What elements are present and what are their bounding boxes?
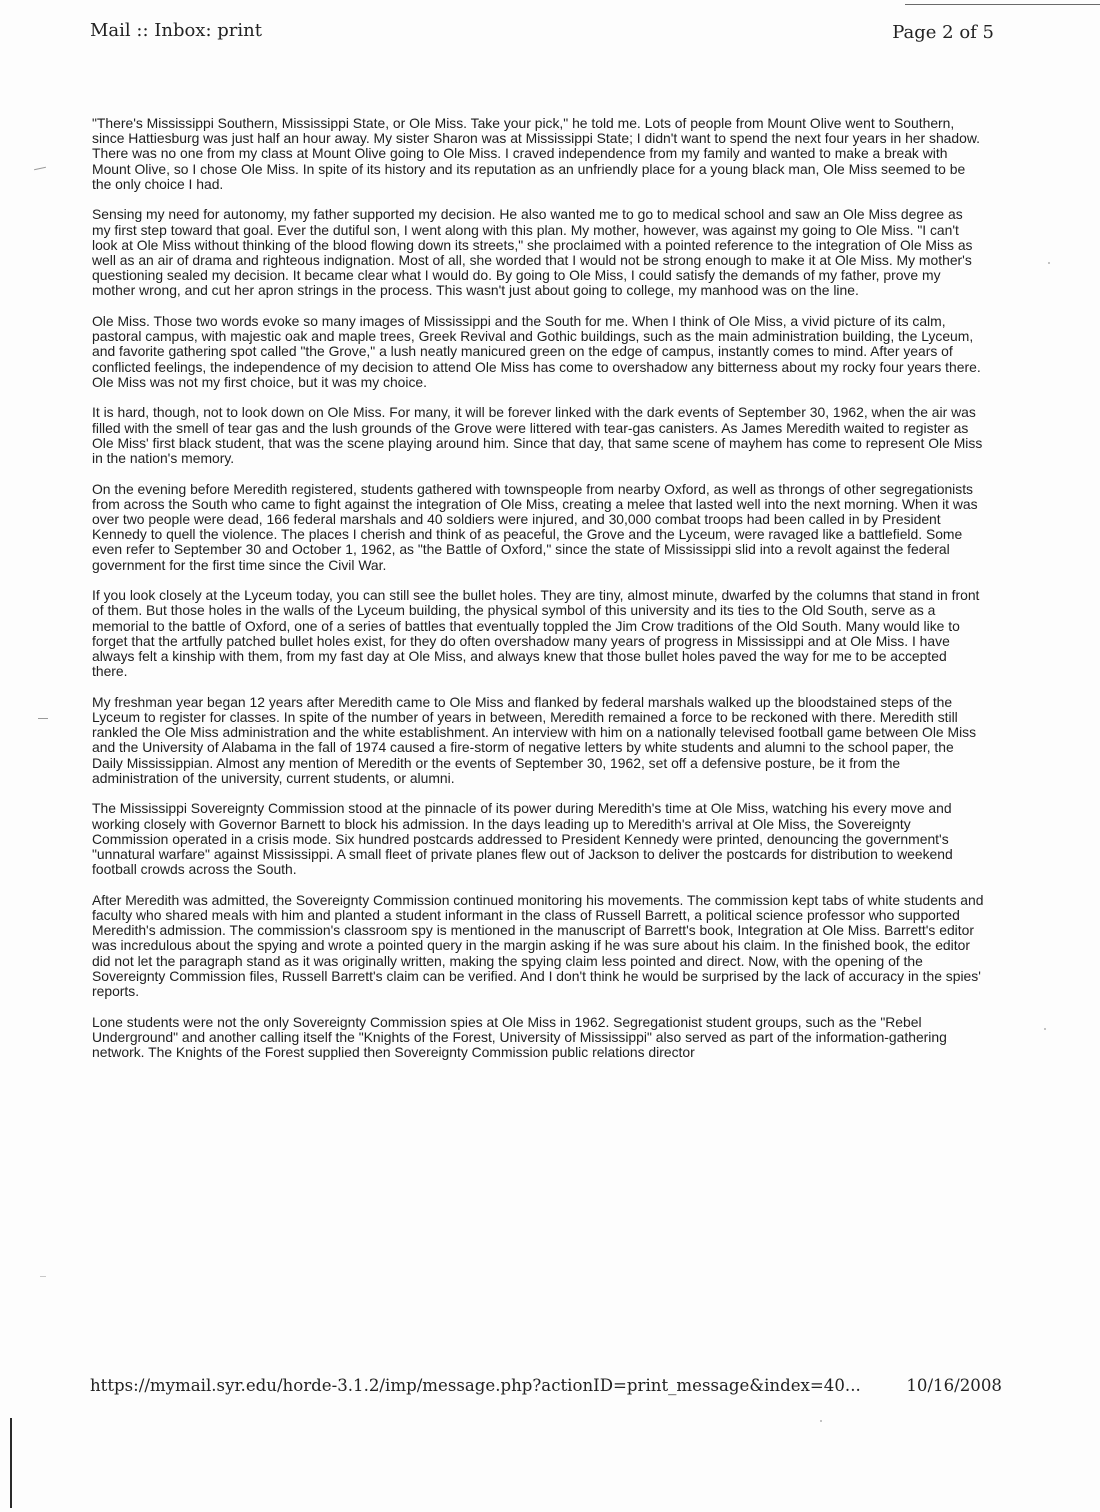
scan-margin-mark: [40, 1276, 46, 1277]
paragraph-6: If you look closely at the Lyceum today, you can still see the bullet holes. They are tiny, almost minute, dwarfed by the columns that stand in front of them. But those holes in the walls of the Lyceum building, the physical symbol of this university and its ties to the Old South, serve as a memorial to the battle of Oxford, one of a series of battles that eventually toppled the Jim Crow traditions of the Old South. Many would like to forget that the artfully patched bullet holes exist, for they do often overshadow many years of progress in Mississippi and at Ole Miss. I have always felt a kinship with them, from my fast day at Ole Miss, and always knew that those bullet holes paved the way for me to be accepted there.: [92, 587, 980, 680]
scan-speck: [820, 1420, 822, 1422]
paragraph-7: My freshman year began 12 years after Meredith came to Ole Miss and flanked by federal marshals walked up the bloodstained steps of the Lyceum to register for classes. In spite of the number of years in between, Meredith remained a force to be reckoned with there. Meredith still rankled the Ole Miss administration and the white establishment. An interview with him on a nationally televised football game between Ole Miss and the University of Alabama in the fall of 1974 caused a fire-storm of negative letters by white students and alumni to the school paper, the Daily Mississippian. Almost any mention of Meredith or the events of September 30, 1962, set off a defensive posture, be it from the administration of the university, current students, or alumni.: [92, 693, 977, 786]
print-header-title: Mail :: Inbox: print: [90, 20, 262, 41]
paragraph-4: It is hard, though, not to look down on Ole Miss. For many, it will be forever linked with the dark events of September 30, 1962, when the air was filled with the smell of tear gas and the lush grounds of the Grove were littered with tear-gas canisters. As James Meredith waited to register as Ole Miss' first black student, that was the scene playing around him. Since that day, that same scene of mayhem has come to represent Ole Miss in the nation's memory.: [92, 404, 983, 467]
paragraph-10: Lone students were not the only Sovereignty Commission spies at Ole Miss in 1962. Segregationist student groups, such as the "Rebel Underground" and another calling itself the "Knights of the Forest, University of Mississippi" also served as part of the information-gathering network. The Knights of the Forest supplied then Sovereignty Commission public relations director: [92, 1013, 947, 1061]
paragraph-2: Sensing my need for autonomy, my father supported my decision. He also wanted me to go to medical school and saw an Ole Miss degree as my first step toward that goal. Ever the dutiful son, I went along with this plan. My mother, however, was against my going to Ole Miss. "I can't look at Ole Miss without thinking of the blood flowing down its streets," she proclaimed with a pointed reference to the integration of Ole Miss as well as an air of drama and righteous indignation. Most of all, she worded that I would not be strong enough to make it at Ole Miss. My mother's questioning sealed my decision. It became clear what I would do. By going to Ole Miss, I could satisfy the demands of my father, prove my mother wrong, and cut her apron strings in the process. This wasn't just about going to college, my manhood was on the line.: [92, 206, 973, 299]
scan-edge-line: [10, 1418, 12, 1508]
paragraph-8: The Mississippi Sovereignty Commission stood at the pinnacle of its power during Meredith's time at Ole Miss, watching his every move and working closely with Governor Barnett to block his admission. In the days leading up to Meredith's arrival at Ole Miss, the Sovereignty Commission operated in a crisis mode. Six hundred postcards addressed to President Kennedy were printed, denouncing the government's "unnatural warfare" against Mississippi. A small fleet of private planes flew out of Jackson to deliver the postcards for distribution to weekend football crowds across the South.: [92, 800, 953, 878]
paragraph-1: "There's Mississippi Southern, Mississippi State, or Ole Miss. Take your pick," he told me. Lots of people from Mount Olive went to Southern, since Hattiesburg was just half an hour away. My sister Sharon was at Mississippi State; I didn't want to spend the next four years in her shadow. There was no one from my class at Mount Olive going to Ole Miss. I craved independence from my family and wanted to make a break with Mount Olive, so I chose Ole Miss. In spite of its history and its reputation as an unfriendly place for a young black man, Ole Miss seemed to be the only choice I had.: [92, 115, 980, 192]
scan-speck: [1048, 262, 1050, 264]
scan-margin-mark: [38, 718, 48, 719]
paragraph-9: After Meredith was admitted, the Sovereignty Commission continued monitoring his movements. The commission kept tabs of white students and faculty who shared meals with him and planted a student informant in the class of Russell Barrett, a political science professor who supported Meredith's admission. The commission's classroom spy is mentioned in the manuscript of Barrett's book, Integration at Ole Miss. Barrett's editor was incredulous about the spying and wrote a pointed query in the margin asking if he was sure about his claim. In the finished book, the editor did not let the paragraph stand as it was originally written, making the spying claim less pointed and direct. Now, with the opening of the Sovereignty Commission files, Russell Barrett's claim can be verified. And I don't think he would be surprised by the lack of accuracy in the spies' reports.: [92, 891, 984, 1000]
article-body: [92, 116, 985, 1076]
print-footer: [90, 1376, 1002, 1395]
footer-date: 10/16/2008: [906, 1376, 1002, 1395]
paragraph-3: Ole Miss. Those two words evoke so many images of Mississippi and the South for me. When I think of Ole Miss, a vivid picture of its calm, pastoral campus, with majestic oak and maple trees, Greek Revival and Gothic buildings, such as the main administration building, the Lyceum, and favorite gathering spot called "the Grove," a lush neatly manicured green on the edge of campus, instantly comes to mind. After years of conflicted feelings, the independence of my decision to attend Ole Miss has come to overshadow any bitterness about my rocky four years there. Ole Miss was not my first choice, but it was my choice.: [92, 313, 981, 390]
scan-speck: [1044, 1028, 1046, 1030]
top-edge-rule: [905, 4, 1100, 5]
paragraph-5: On the evening before Meredith registered, students gathered with townspeople from nearby Oxford, as well as throngs of other segregationists from across the South who came to fight against the integration of Ole Miss, creating a melee that lasted well into the next morning. When it was over two people were dead, 166 federal marshals and 40 soldiers were injured, and 30,000 combat troops had been called in by President Kennedy to quell the violence. The places I cherish and think of as peaceful, the Grove and the Lyceum, were ravaged like a battlefield. Some even refer to September 30 and October 1, 1962, as "the Battle of Oxford," since the state of Mississippi slid into a revolt against the federal government for the first time since the Civil War.: [92, 480, 978, 573]
scan-margin-mark: [34, 167, 46, 170]
page-indicator: Page 2 of 5: [892, 22, 994, 43]
footer-url: https://mymail.syr.edu/horde-3.1.2/imp/message.php?actionID=print_message&index=40...: [90, 1376, 861, 1395]
